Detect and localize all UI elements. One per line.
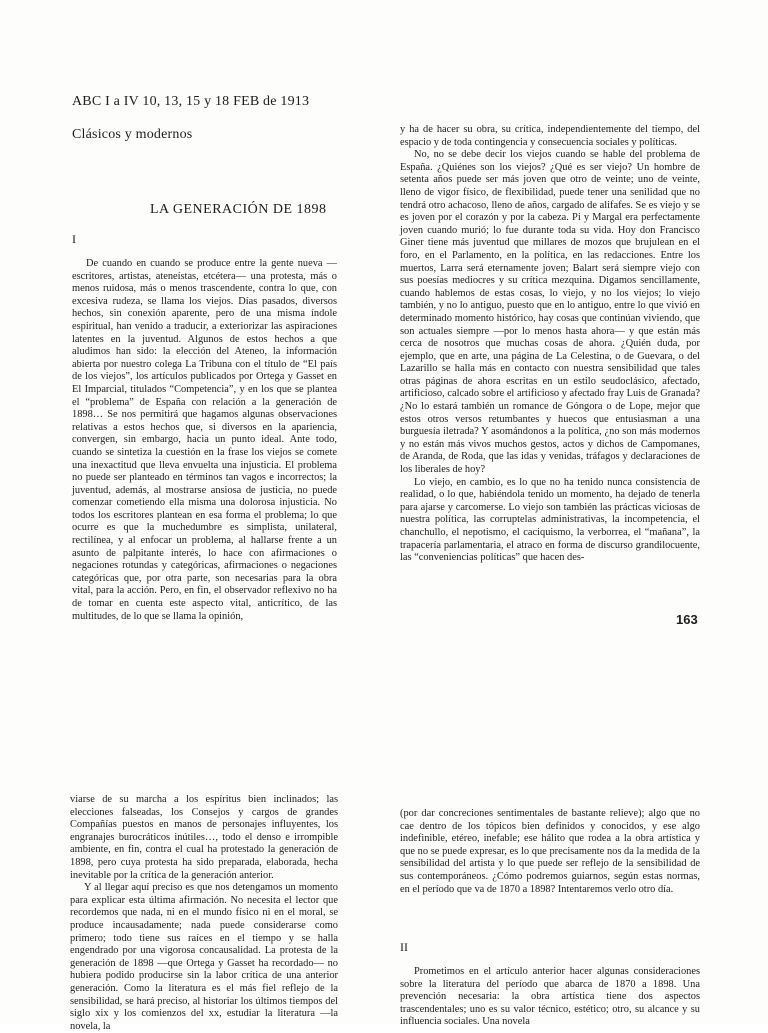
column-bottom-right-section-2 bbox=[400, 966, 700, 1029]
page-number: 163 bbox=[676, 612, 698, 627]
paragraph: Lo viejo, en cambio, es lo que no ha tenido nunca consistencia de realidad, o lo que, habiéndola tenido un momento, ha dejado de tenerla para ajarse y carcomerse. Lo viejo son también las prácticas viciosas de nuestra política, las corruptelas administrativas, la incompetencia, el chanchullo, el nepotismo, el caciquismo, la verborrea, el “mañana”, la trapacería parlamentaria, el atraco en forma de discurso grandilocuente, las “conveniencias políticas” que hacen des- bbox=[400, 476, 700, 564]
column-bottom-right bbox=[400, 808, 700, 896]
paragraph: (por dar concreciones sentimentales de bastante relieve); algo que no cae dentro de los tópicos bien definidos y conocidos, y ese algo indefinible, etéreo, inefable; ese hálito que rodea a la obra artística y que no se puede expresar, es lo que precisamente nos da la medida de la sensibilidad del artista y lo que puede ser reflejo de la sensibilidad de sus contemporáneos. ¿Cómo podremos guiarnos, según estas normas, en el período que va de 1870 a 1898? Intentaremos verlo otro día. bbox=[400, 808, 700, 895]
paragraph: Y al llegar aquí preciso es que nos detengamos un momento para explicar esta última afirmación. No necesita el lector que recordemos que nada, ni en el mundo físico ni en el moral, se produce incausadamente; nada puede considerarse como primero; todo tiene sus raíces en el tiempo y se halla engendrado por una vigorosa concausalidad. La protesta de la generación de 1898 —que Ortega y Gasset ha recordado— no hubiera podido producirse sin la labor crítica de una anterior generación. Como la literatura es el más fiel reflejo de la sensibilidad, se hará preciso, al historiar los últimos tiempos del siglo xix y los comienzos del xx, estudiar la literatura —la novela, la bbox=[70, 882, 338, 1032]
paragraph: De cuando en cuando se produce entre la gente nueva —escritores, artistas, ateneístas, etcétera— una protesta, más o menos ruidosa, más o menos trascendente, contra lo que, con excesiva rudeza, se llama los viejos. Días pasados, diversos hechos, sin conexión aparente, pero de una misma índole espiritual, han venido a traducir, a exteriorizar las aspiraciones latentes en la juventud. Algunos de estos hechos a que aludimos han sido: la elección del Ateneo, la información abierta por nuestro colega La Tribuna con el título de “El país de los viejos”, los artículos publicados por Ortega y Gasset en El Imparcial, titulados “Competencia”, y en los que se plantea el “problema” de España con relación a la generación de 1898… Se nos permitirá que hagamos algunas observaciones relativas a estos hechos que, si diversos en la apariencia, convergen, sin embargo, hacia un punto ideal. Ante todo, cuando se sintetiza la cuestión en la frase los viejos se comete una inexactitud que lleva envuelta una injusticia. El problema no puede ser planteado en términos tan vagos e incorrectos; la juventud, además, al mostrarse ansiosa de justicia, no puede comenzar cometiendo ella misma una dolorosa injusticia. No todos los escritores plantean en esa forma el problema; lo que ocurre es que la muchedumbre es simplista, unilateral, rectilínea, y al enfocar un problema, al hallarse frente a un asunto de palpitante interés, lo hace con afirmaciones o negaciones rotundas y categóricas, afirmaciones o negaciones categóricas que, por otra parte, son necesarias para la obra vital, para la acción. Pero, en fin, el observador reflexivo no ha de tomar en cuenta este aspecto vital, anticrítico, de las multitudes, de lo que se llama la opinión, bbox=[72, 258, 337, 622]
article-title: LA GENERACIÓN DE 1898 bbox=[150, 202, 327, 217]
paragraph: Prometimos en el artículo anterior hacer algunas consideraciones sobre la literatura del período que abarca de 1870 a 1898. Una prevención necesaria: la obra artística tiene dos aspectos trascendentales; uno es su valor técnico, estético; otro, su alcance y su influencia sociales. Una novela bbox=[400, 966, 700, 1028]
series-subtitle: Clásicos y modernos bbox=[72, 127, 193, 142]
paragraph: viarse de su marcha a los espíritus bien inclinados; las elecciones falseadas, los Consejos y cargos de grandes Compañías puestos en manos de personajes influyentes, los engranajes burocráticos inútiles…, todo el denso e irrompible ambiente, en fin, contra el cual ha protestado la generación de 1898, pero cuya protesta ha sido preparada, elaborada, hecha inevitable por la crítica de la generación anterior. bbox=[70, 794, 338, 881]
section-number-2: II bbox=[400, 940, 408, 954]
column-bottom-left bbox=[70, 794, 338, 1033]
publication-citation: ABC I a IV 10, 13, 15 y 18 FEB de 1913 bbox=[72, 94, 310, 109]
section-number-1: I bbox=[72, 232, 76, 246]
column-top-left bbox=[72, 258, 337, 623]
column-top-right bbox=[400, 124, 700, 565]
paragraph: y ha de hacer su obra, su crítica, independientemente del tiempo, del espacio y de toda contingencia y consecuencia sociales y políticas. bbox=[400, 124, 700, 148]
paragraph: No, no se debe decir los viejos cuando se hable del problema de España. ¿Quiénes son los viejos? ¿Qué es ser viejo? Un hombre de setenta años puede ser más joven que otro de veinte; uno de veinte, lleno de vigor físico, de flexibilidad, puede tener una senilidad que no tendrá otro achacoso, lleno de años, cargado de alifafes. Se es viejo y se es joven por el corazón y por la cabeza. Pi y Margal era perfectamente joven cuando murió; lo fue durante toda su vida. Hoy don Francisco Giner tiene más juventud que millares de mozos que brujulean en el foro, en el Parlamento, en la política, en las redacciones. Entre los muertos, Larra será eternamente joven; Balart será siempre viejo con sus poesías mediocres y su crítica mezquina. Digamos sencillamente, cuando hablemos de estas cosas, lo viejo, y no los viejos; lo viejo también, y no lo antiguo, puesto que en lo antiguo, entre lo que vivió en determinado momento histórico, hay cosas que continúan viviendo, que son actuales siempre —por lo menos hasta ahora— y que están más cerca de nosotros que muchas cosas de ahora. ¿Quién duda, por ejemplo, que en arte, una página de La Celestina, o de Guevara, o del Lazarillo se halla más en contacto con nuestra sensibilidad que tales otras páginas de ahora escritas en un estilo seudoclásico, afectado, artificioso, calcado sobre el artificioso y afectado fray Luis de Granada? ¿No lo estará también un romance de Góngora o de Lope, mejor que estos otros versos retumbantes y huecos que entusiasman a una burguesía iletrada? Y asomándonos a la política, ¿no son más modernos y no están más vivos muchos gestos, actos y dichos de Campomanes, de Aranda, de Roda, que las idas y venidas, tráfagos y declaraciones de los liberales de hoy? bbox=[400, 149, 700, 476]
